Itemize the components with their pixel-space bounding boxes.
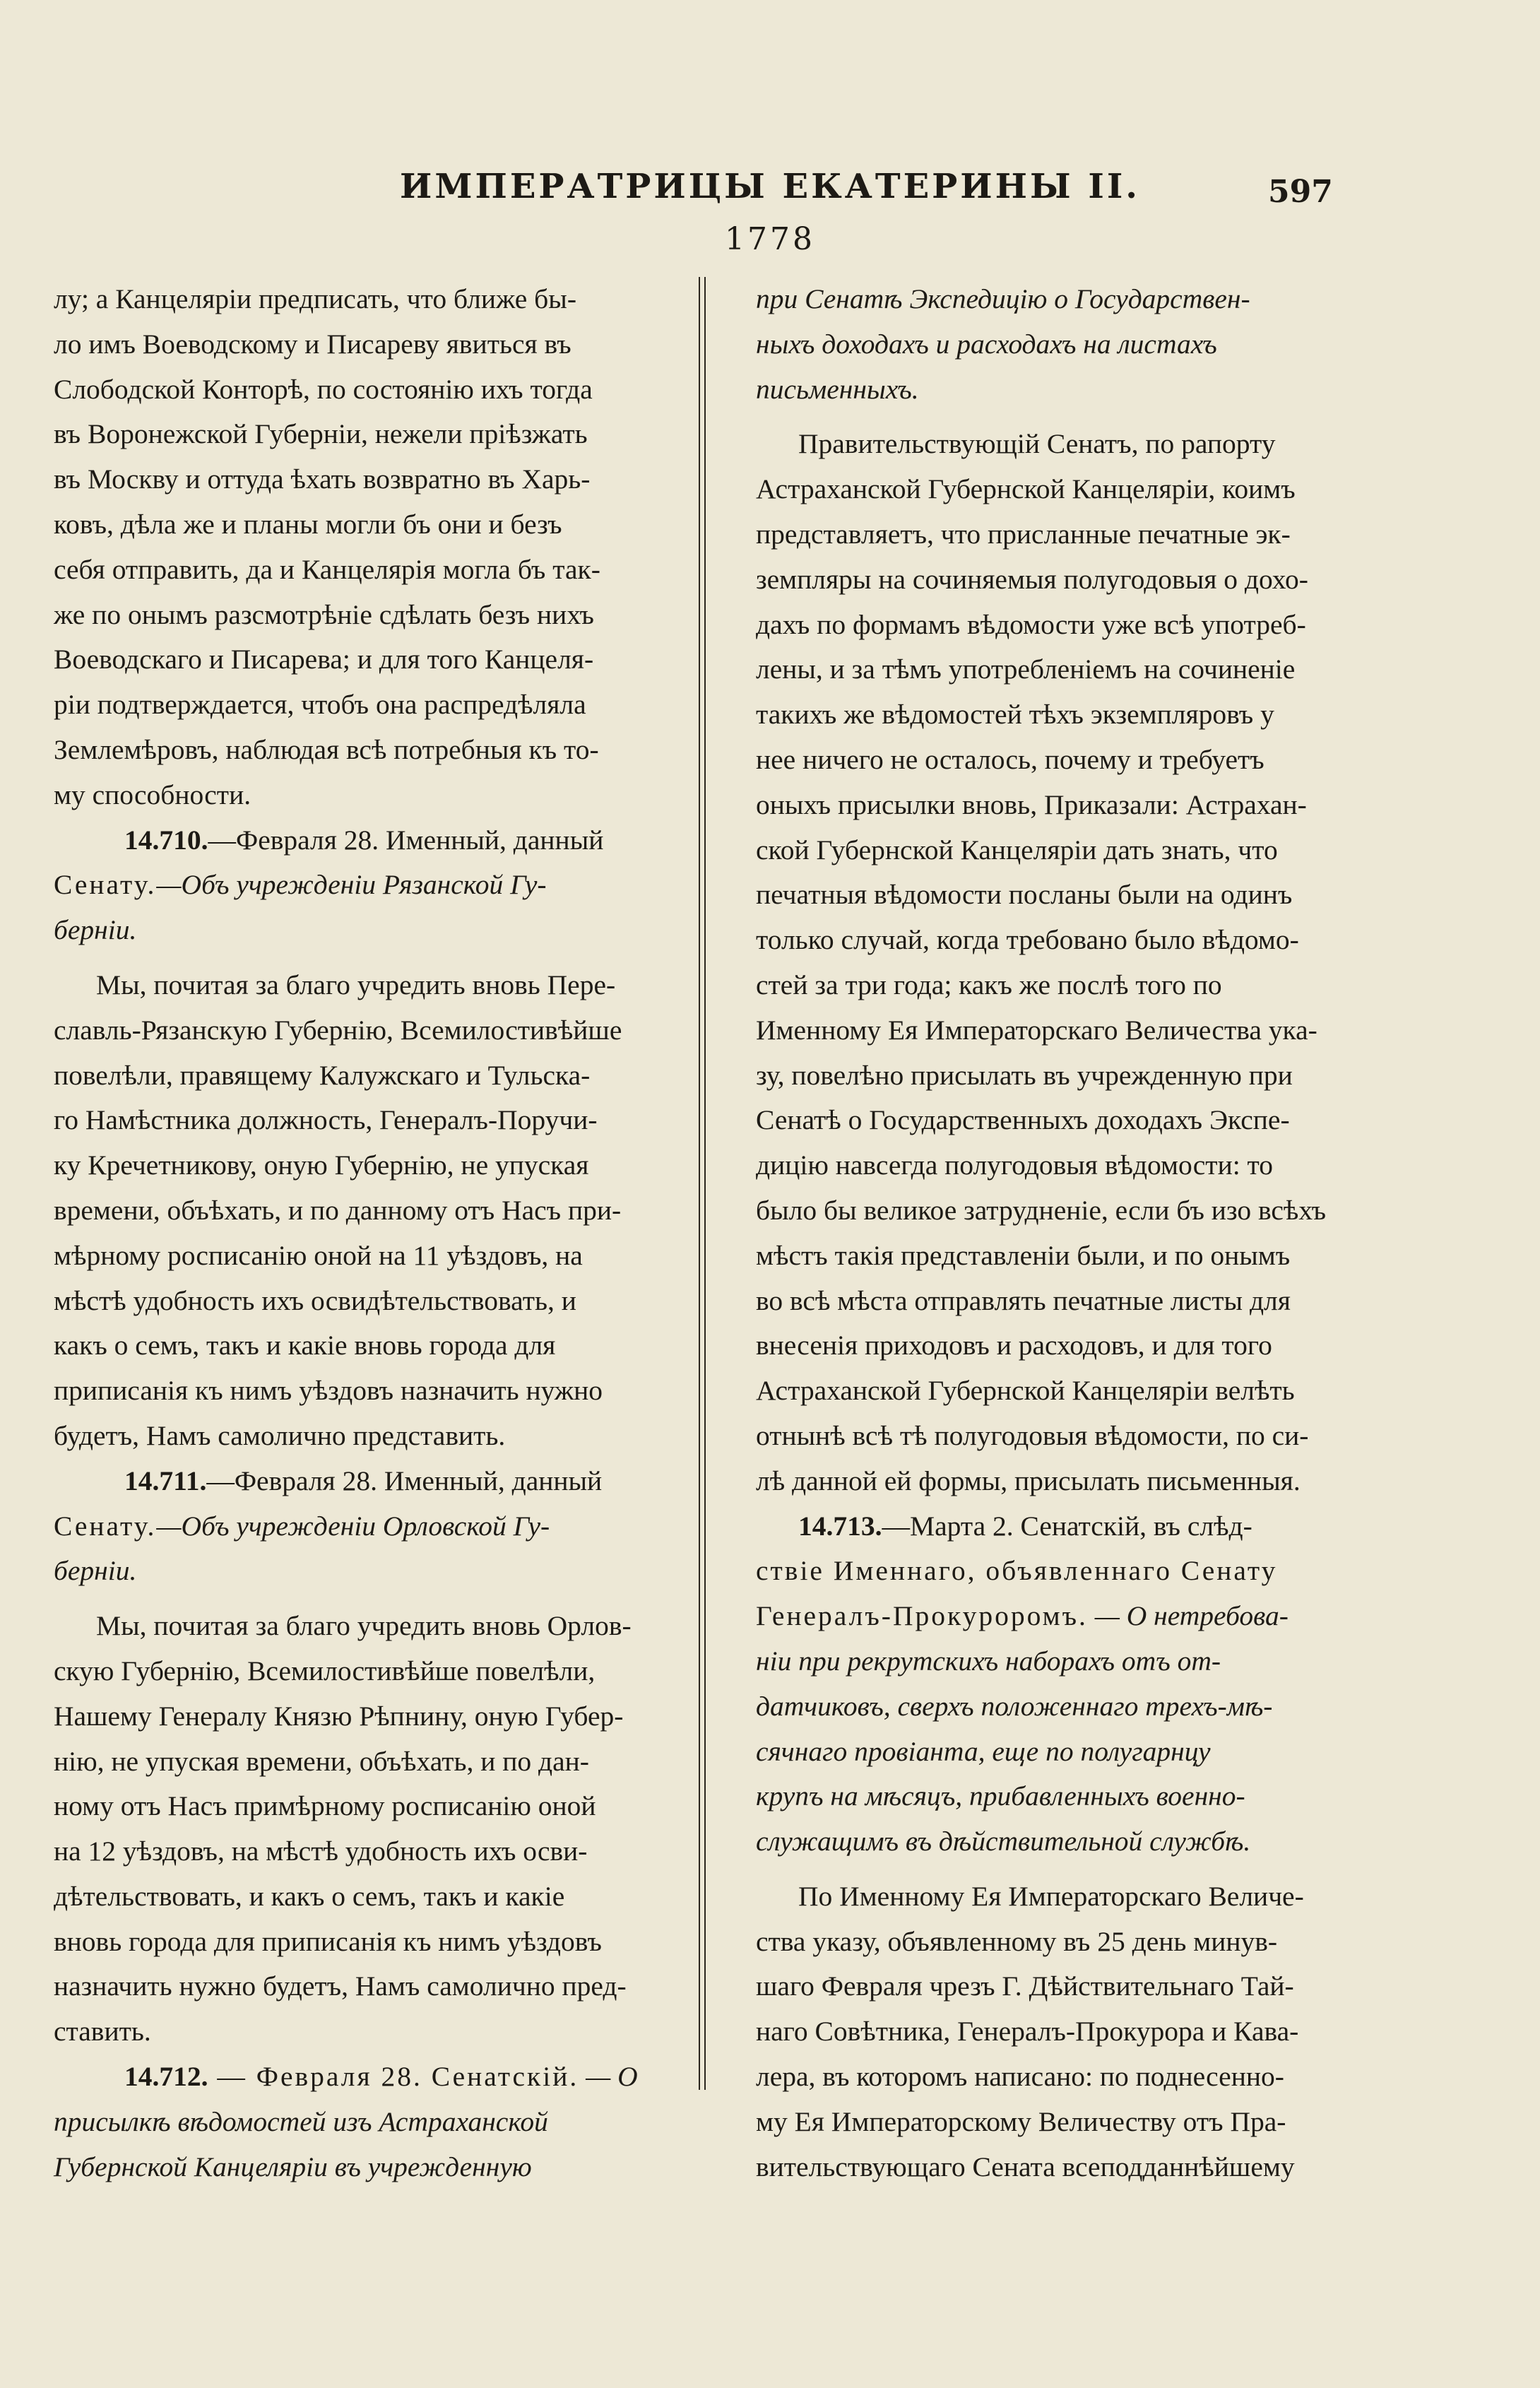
section-title: Губернской Канцеляріи въ учрежденную <box>54 2151 532 2182</box>
text-line: Мы, почитая за благо учредить вновь Орлов- <box>96 1610 632 1642</box>
text-line: лу; а Канцеляріи предписать, что ближе бы- <box>54 283 576 314</box>
text-line: Землемѣровъ, наблюдая всѣ потребныя къ то- <box>54 733 599 765</box>
text-line: представляетъ, что присланные печатные эк- <box>756 518 1291 550</box>
section-title: — О <box>579 2061 638 2093</box>
text-line: Мы, почитая за благо учредить вновь Пере- <box>96 969 616 1000</box>
text-line: му Ея Императорскому Величеству отъ Пра- <box>756 2105 1286 2137</box>
section-heading-line: ствіе Именнаго, объявленнаго Сенату <box>756 1555 1278 1587</box>
text-line: дѣтельствовать, и какъ о семъ, такъ и какіе <box>54 1880 565 1912</box>
text-line: какъ о семъ, такъ и какіе вновь города для <box>54 1330 556 1361</box>
section-title: сячнаго провіанта, еще по полугарнцу <box>756 1735 1211 1767</box>
text-line: отнынѣ всѣ тѣ полугодовыя вѣдомости, по си- <box>756 1419 1309 1451</box>
text-line: ріи подтверждается, чтобъ она распредѣляла <box>54 689 586 721</box>
text-line: Правительствующій Сенатъ, по рапорту <box>798 428 1276 460</box>
text-line: мѣстъ такія представленіи были, и по онымъ <box>756 1239 1291 1271</box>
text-line: въ Москву и оттуда ѣхать возвратно въ Харь- <box>54 463 591 495</box>
text-line: оныхъ присылки вновь, Приказали: Астрахан- <box>756 788 1307 820</box>
text-line: было бы великое затрудненіе, если бъ изо всѣхъ <box>756 1194 1327 1226</box>
senate-label: Сенату. <box>54 869 157 901</box>
text-line: зу, повелѣно присылать въ учрежденную при <box>756 1059 1293 1091</box>
text-line: наго Совѣтника, Генералъ-Прокурора и Кава- <box>756 2016 1299 2047</box>
section-number: 14.710. <box>124 824 208 856</box>
text-line: внесенія приходовъ и расходовъ, и для того <box>756 1330 1272 1361</box>
text-line: ку Кречетникову, оную Губернію, не упуская <box>54 1149 589 1181</box>
text-line: повелѣли, правящему Калужскаго и Тульска- <box>54 1059 591 1091</box>
text-line: Именному Ея Императорскаго Величества ука- <box>756 1014 1317 1046</box>
text-line: нію, не упуская времени, объѣхать, и по дан- <box>54 1745 589 1777</box>
text-line: себя отправить, да и Канцелярія могла бъ так- <box>54 553 600 585</box>
senate-label: Сенату. <box>54 1510 157 1542</box>
text-line: мѣрному росписанію оной на 11 уѣздовъ, на <box>54 1239 583 1271</box>
section-date: — Февраля 28. Сенатскій. <box>208 2061 579 2093</box>
text-line: только случай, когда требовано было вѣдомо- <box>756 924 1299 956</box>
text-line: нее ничего не осталось, почему и требуетъ <box>756 743 1264 775</box>
section-title: берніи. <box>54 914 137 946</box>
year-heading: 1778 <box>725 221 815 257</box>
section-date: —Марта 2. Сенатскій, въ слѣд- <box>882 1510 1252 1542</box>
section-number: 14.712. <box>124 2061 208 2093</box>
section-heading-14710 <box>54 818 689 863</box>
text-line: ской Губернской Канцеляріи дать знать, что <box>756 834 1278 865</box>
text-line: печатныя вѣдомости посланы были на одинъ <box>756 879 1293 911</box>
section-title: датчиковъ, сверхъ положеннаго трехъ-мѣ- <box>756 1690 1273 1722</box>
text-line: приписанія къ нимъ уѣздовъ назначить нужно <box>54 1375 603 1407</box>
column-divider <box>699 277 706 2090</box>
section-title: ныхъ доходахъ и расходахъ на листахъ <box>756 328 1217 360</box>
text-line: го Намѣстника должность, Генералъ-Поручи- <box>54 1104 598 1136</box>
page-number: 597 <box>1268 174 1333 210</box>
text-line: Слободской Конторѣ, по состоянію ихъ тогда <box>54 373 593 405</box>
left-column <box>54 277 689 2189</box>
text-line: ковъ, дѣла же и планы могли бъ они и безъ <box>54 508 562 540</box>
text-line: мѣстѣ удобность ихъ освидѣтельствовать, и <box>54 1284 576 1316</box>
section-title: берніи. <box>54 1555 137 1587</box>
text-line: назначить нужно будетъ, Намъ самолично пред- <box>54 1970 627 2002</box>
text-line: Астраханской Губернской Канцеляріи, коимъ <box>756 473 1296 505</box>
section-heading-14712 <box>54 2055 689 2100</box>
section-title: — О нетребова- <box>1087 1600 1289 1632</box>
text-line: ства указу, объявленному въ 25 день минув- <box>756 1925 1278 1957</box>
text-line: стей за три года; какъ же послѣ того по <box>756 969 1222 1000</box>
section-title: ніи при рекрутскихъ наборахъ отъ от- <box>756 1645 1221 1677</box>
section-title: при Сенатѣ Экспедицію о Государствен- <box>756 283 1250 314</box>
section-number: 14.711. <box>124 1465 207 1496</box>
section-title: служащимъ въ дѣйствительной службѣ. <box>756 1826 1251 1857</box>
section-date: —Февраля 28. Именный, данный <box>208 824 604 856</box>
text-line: му способности. <box>54 779 251 810</box>
text-line: будетъ, Намъ самолично представить. <box>54 1419 506 1451</box>
text-line: земпляры на сочиняемыя полугодовыя о дохо- <box>756 563 1308 595</box>
text-line: же по онымъ разсмотрѣніе сдѣлать безъ нихъ <box>54 598 594 630</box>
text-line: По Именному Ея Императорскаго Величе- <box>798 1880 1304 1912</box>
section-title: присылкѣ вѣдомостей изъ Астраханской <box>54 2105 548 2137</box>
text-line: лены, и за тѣмъ употребленіемъ на сочиненіе <box>756 654 1296 685</box>
text-line: скую Губернію, Всемилостивѣйше повелѣли, <box>54 1655 596 1686</box>
text-line: въ Воронежской Губерніи, нежели пріѣзжать <box>54 418 588 450</box>
section-heading-14711 <box>54 1459 689 1504</box>
text-line: дахъ по формамъ вѣдомости уже всѣ употреб- <box>756 608 1306 640</box>
text-line: во всѣ мѣста отправлять печатные листы для <box>756 1284 1291 1316</box>
section-heading-14713 <box>756 1504 1372 1549</box>
running-title: ИМПЕРАТРИЦЫ ЕКАТЕРИНЫ II. <box>400 167 1140 206</box>
text-line: дицію навсегда полугодовыя вѣдомости: то <box>756 1149 1274 1181</box>
text-line: славль-Рязанскую Губернію, Всемилостивѣйше <box>54 1014 622 1046</box>
section-title: крупъ на мѣсяцъ, прибавленныхъ военно- <box>756 1780 1245 1812</box>
section-heading-line <box>54 863 689 908</box>
text-line: лѣ данной ей формы, присылать письменныя. <box>756 1465 1301 1496</box>
section-title: —Объ учрежденіи Орловской Гу- <box>156 1510 550 1542</box>
section-number: 14.713. <box>798 1510 882 1542</box>
prosecutor-label: Генералъ-Прокуроромъ. <box>756 1600 1088 1632</box>
section-heading-line <box>756 1594 1372 1639</box>
section-title: —Объ учрежденіи Рязанской Гу- <box>156 869 547 901</box>
text-line: вительствующаго Сената всеподданнѣйшему <box>756 2151 1295 2182</box>
section-title: письменныхъ. <box>756 373 919 405</box>
text-line: ло имъ Воеводскому и Писареву явиться въ <box>54 328 571 360</box>
text-line: Астраханской Губернской Канцеляріи велѣть <box>756 1375 1295 1407</box>
text-line: на 12 уѣздовъ, на мѣстѣ удобность ихъ осви- <box>54 1836 588 1867</box>
section-date: —Февраля 28. Именный, данный <box>206 1465 603 1496</box>
text-line: вновь города для приписанія къ нимъ уѣздовъ <box>54 1925 602 1957</box>
right-column <box>756 277 1372 2189</box>
text-line: времени, объѣхать, и по данному отъ Насъ при- <box>54 1194 622 1226</box>
text-line: ставить. <box>54 2016 151 2047</box>
text-line: лера, въ которомъ написано: по поднесенно- <box>756 2061 1284 2093</box>
text-line: ному отъ Насъ примѣрному росписанію оной <box>54 1790 596 1822</box>
text-line: шаго Февраля чрезъ Г. Дѣйствительнаго Тай- <box>756 1970 1294 2002</box>
section-heading-line <box>54 1504 689 1549</box>
text-line: Нашему Генералу Князю Рѣпнину, оную Губер- <box>54 1700 624 1732</box>
text-line: Воеводскаго и Писарева; и для того Канцеля- <box>54 644 594 675</box>
text-line: Сенатѣ о Государственныхъ доходахъ Экспе- <box>756 1104 1290 1136</box>
text-line: такихъ же вѣдомостей тѣхъ экземпляровъ у <box>756 699 1274 731</box>
